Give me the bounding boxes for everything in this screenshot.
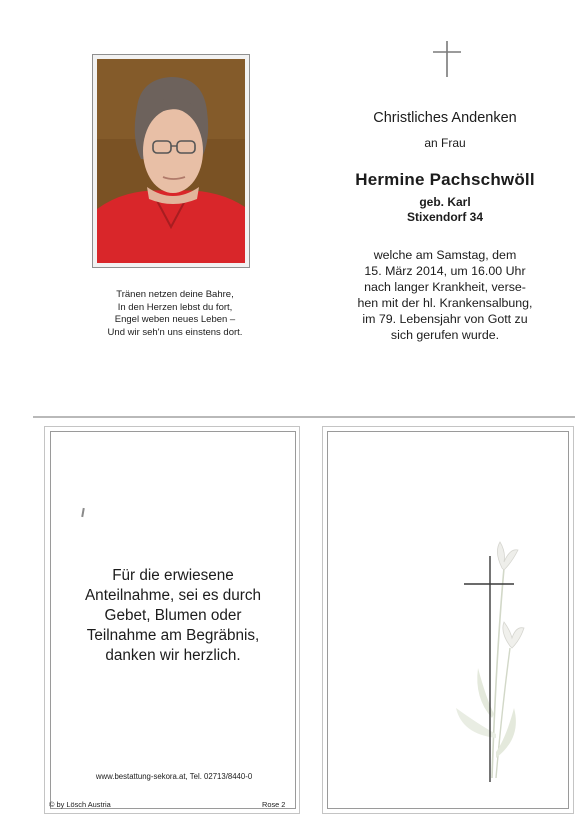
maiden-name: geb. Karl bbox=[419, 195, 471, 209]
copyright-notice: © by Lösch Austria bbox=[49, 800, 111, 809]
portrait-photo bbox=[97, 59, 245, 263]
thank-you-message bbox=[60, 566, 286, 666]
deceased-name: Hermine Pachschwöll bbox=[355, 170, 535, 189]
memorial-poem bbox=[60, 289, 290, 339]
death-notice-line: nach langer Krankheit, verse- bbox=[364, 279, 526, 294]
address: Stixendorf 34 bbox=[406, 210, 484, 224]
flower-with-cross-icon bbox=[452, 538, 530, 788]
fold-divider bbox=[33, 416, 575, 418]
death-notice-line: welche am Samstag, dem bbox=[373, 248, 517, 262]
death-notice bbox=[340, 248, 550, 343]
death-notice-line: im 79. Lebensjahr von Gott zu bbox=[362, 311, 528, 326]
thank-you-line: danken wir herzlich. bbox=[105, 647, 241, 664]
portrait-photo-frame bbox=[92, 54, 250, 268]
death-notice-line: sich gerufen wurde. bbox=[390, 327, 500, 342]
thank-you-line: Für die erwiesene bbox=[112, 567, 234, 584]
thank-you-line: Teilnahme am Begräbnis, bbox=[86, 627, 260, 644]
death-notice-line: hen mit der hl. Krankensalbung, bbox=[357, 295, 533, 310]
design-name: Rose 2 bbox=[262, 800, 286, 809]
memorial-heading: Christliches Andenken bbox=[373, 110, 517, 126]
decorative-card-inner-border bbox=[327, 431, 569, 809]
poem-line: Tränen netzen deine Bahre, bbox=[116, 289, 234, 300]
thank-you-line: Gebet, Blumen oder bbox=[104, 607, 242, 624]
poem-line: In den Herzen lebst du fort, bbox=[117, 301, 233, 313]
thank-you-line: Anteilnahme, sei es durch bbox=[84, 587, 261, 604]
funeral-home-contact: www.bestattung-sekora.at, Tel. 02713/8440-0 bbox=[95, 772, 253, 781]
poem-line: Engel weben neues Leben – bbox=[114, 314, 236, 326]
poem-line: Und wir seh'n uns einstens dort. bbox=[107, 326, 243, 338]
salutation: an Frau bbox=[424, 136, 466, 150]
death-notice-line: 15. März 2014, um 16.00 Uhr bbox=[364, 263, 526, 278]
cross-icon bbox=[431, 40, 463, 78]
